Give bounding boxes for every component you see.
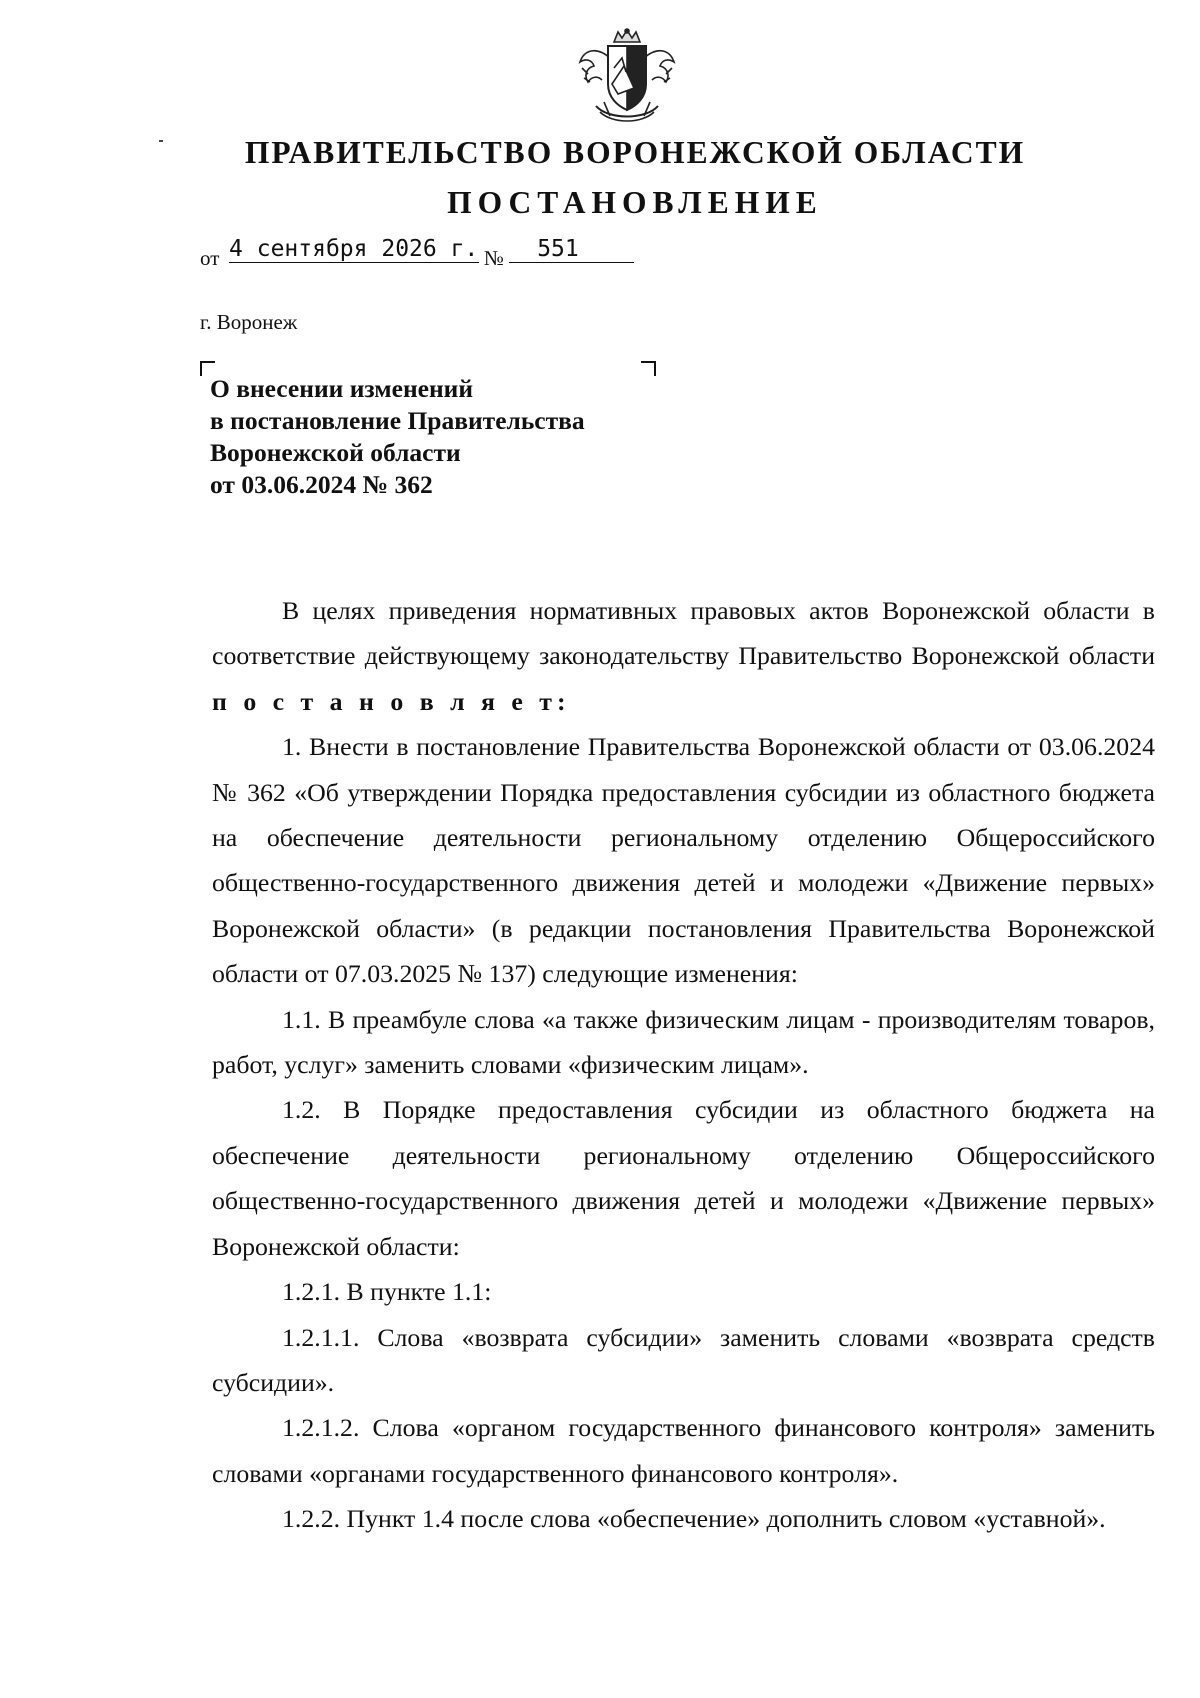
document-number: 551	[509, 236, 634, 263]
subject-line: Воронежской области	[210, 438, 461, 467]
subject-bracket-right	[641, 361, 656, 376]
body-paragraph: 1.2.1. В пункте 1.1:	[282, 1277, 492, 1307]
document-body	[212, 588, 1155, 1542]
body-paragraph: 1.2.1.2. Слова «органом государственного финансового контроля» заменить словами «органами государственного финансового контроля».	[212, 1413, 1155, 1488]
preamble-text: В целях приведения нормативных правовых актов Воронежской области в соответствие действующему законодательству Правительство Воронежской области	[212, 596, 1155, 671]
document-type: ПОСТАНОВЛЕНИЕ	[447, 185, 823, 220]
body-paragraph: 1. Внести в постановление Правительства Воронежской области от 03.06.2024 № 362 «Об утверждении Порядка предоставления субсидии из областного бюджета на обеспечение деятельности региональному отделению Общероссийского общественно-государственного движения детей и молодежи «Движение первых» Воронежской области» (в редакции постановления Правительства Воронежской области от 07.03.2025 № 137) следующие изменения:	[212, 732, 1155, 989]
resolves-word: п о с т а н о в л я е т:	[212, 686, 571, 716]
body-paragraph: 1.2. В Порядке предоставления субсидии из областного бюджета на обеспечение деятельности региональному отделению Общероссийского общественно-государственного движения детей и молодежи «Движение первых» Воронежской области:	[212, 1095, 1155, 1261]
document-date: 4 сентября 2026 г.	[229, 236, 479, 262]
from-label: от	[200, 246, 220, 270]
subject-line: в постановление Правительства	[210, 406, 585, 435]
body-paragraph: 1.1. В преамбуле слова «а также физическим лицам - производителям товаров, работ, услуг» заменить словами «физическим лицам».	[212, 1004, 1155, 1080]
body-paragraph: 1.2.2. Пункт 1.4 после слова «обеспечение» дополнить словом «уставной».	[282, 1504, 1106, 1534]
subject-line: О внесении изменений	[210, 374, 474, 403]
coat-of-arms-icon	[574, 28, 680, 128]
preamble-paragraph	[212, 588, 1155, 724]
body-paragraph: 1.2.1.1. Слова «возврата субсидии» заменить словами «возврата средств субсидии».	[212, 1322, 1155, 1397]
government-title: ПРАВИТЕЛЬСТВО ВОРОНЕЖСКОЙ ОБЛАСТИ	[244, 135, 1026, 170]
registration-line	[200, 236, 634, 272]
city: г. Воронеж	[200, 310, 298, 334]
number-label: №	[483, 246, 504, 270]
subject-line: от 03.06.2024 № 362	[210, 470, 433, 499]
document-subject	[210, 373, 585, 501]
